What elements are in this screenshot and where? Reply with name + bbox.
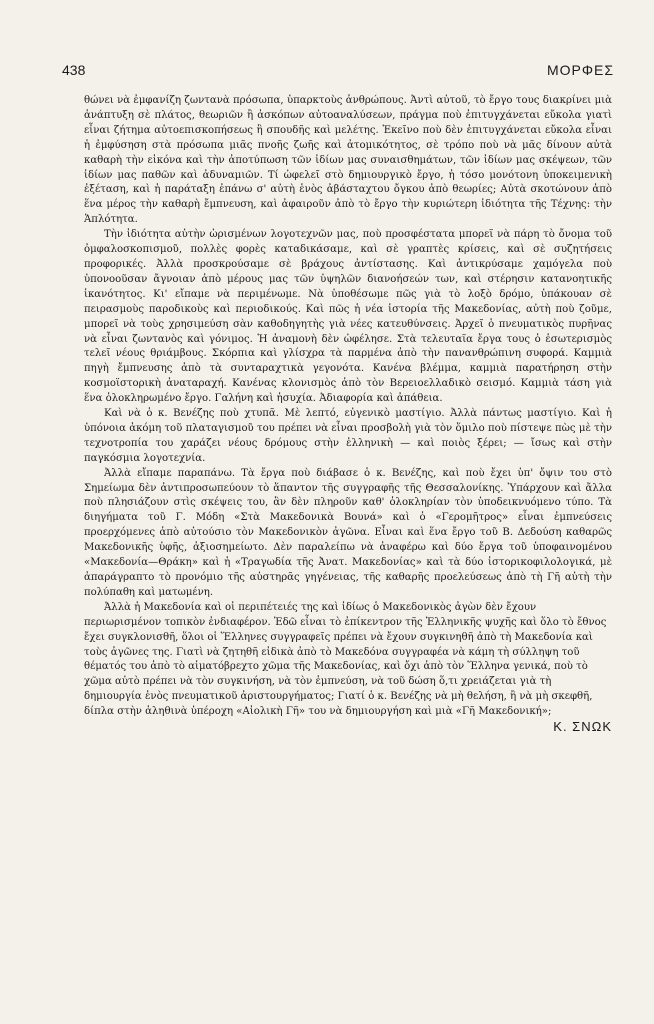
paragraph-final [84, 601, 612, 735]
page-header [62, 62, 614, 82]
journal-title: ΜΟΡΦΕΣ [546, 62, 614, 78]
page-number: 438 [62, 62, 86, 78]
article-body [84, 94, 612, 735]
paragraph-text: Ἀλλὰ ἡ Μακεδονία καὶ οἱ περιπέτειές της καὶ ἰδίως ὁ Μακεδονικὸς ἀγὼν δὲν ἔχουν περιωρισμένον τοπικὸν ἐνδιαφέρον. Ἐδῶ εἶναι τὸ ἐπίκεντρον τῆς Ἑλληνικῆς ψυχῆς καὶ ὅλο τὸ ἔθνος ἔχει συγκλονισθῆ, ὅλοι οἱ Ἕλληνες συγγραφεῖς πρέπει νὰ ἔχουν συγκινηθῆ ἀπὸ τὴ Μακεδονία καὶ τοὺς ἀγῶνες της. Γιατὶ νὰ ζητηθῆ εἰδικὰ ἀπὸ τὸ Μακεδόνα συγγραφέα νὰ κάμη τὴ σύλληψη τοῦ θέματός του ἀπὸ τὸ αἱματόβρεχτο χῶμα τῆς Μακεδονίας, καὶ ὄχι ἀπὸ τὸν Ἕλληνα γενικά, ποὺ τὸ χῶμα αὐτὸ πρέπει νὰ τὸν συγκινήση, νὰ τὸν ἐμπνεύση, νὰ τοῦ δώση ὅ,τι χρειάζεται γιὰ τὴ δημιουργία ἑνὸς πνευματικοῦ ἀριστουργήματος; Γιατί ὁ κ. Βενέζης νὰ μὴ θελήση, ἢ νὰ μὴ σκεφθῆ, δίπλα στὴν ἀληθινὰ ὑπέροχη «Αἰολικὴ Γῆ» του νὰ δημιουργήση καὶ μιὰ «Γῆ Μακεδονική»; [84, 601, 607, 718]
paragraph: θώνει νὰ ἐμφανίζη ζωντανὰ πρόσωπα, ὑπαρκτοὺς ἀνθρώπους. Ἀντὶ αὐτοῦ, τὸ ἔργο τους διακρίνει μιὰ ἀνάπτυξη σὲ πλάτος, θεωριῶν ἢ ἀσκόπων αὐτοαναλύσεων, πράγμα ποὺ ἐπιτυγχάνεται εὔκολα γιατὶ εἶναι ζήτημα αὐτοεπισκοπήσεως ἢ σπουδῆς καὶ μελέτης. Ἐκεῖνο ποὺ δὲν ἐπιτυγχάνεται εὔκολα εἶναι ἡ ἐμφύσηση στὰ πρόσωπα μιᾶς πνοῆς ζωῆς καὶ ἀτομικότητος, σὲ τρόπο ποὺ νὰ μᾶς δίνουν αὐτὰ καθαρὴ τὴν εἰκόνα καὶ τὴν ἀποτύπωση τῶν ἰδίων μας συναισθημάτων, τῶν ἰδίων μας σκέψεων, τῶν ἰδίων μας παθῶν καὶ ἀδυναμιῶν. Τί ὠφελεῖ στὸ δημιουργικὸ ἔργο, ἡ τόσο μονότονη ὑποκειμενικὴ ἐξέταση, καὶ ἡ παράταξη ἐπάνω σ' αὐτὴ ἑνὸς ἀβάσταχτου ὄγκου ἀπὸ θεωρίες; Αὐτὰ σκοτώνουν ἀπὸ ἕνα μέρος τὴν καθαρὴ ἔμπνευση, καὶ ἀφαιροῦν ἀπὸ τὸ ἔργο τὴν κυριώτερη ἰδιότητα τῆς Τέχνης: τὴν Ἁπλότητα. [84, 95, 612, 226]
paragraph: Ἀλλὰ εἴπαμε παραπάνω. Τὰ ἔργα ποὺ διάβασε ὁ κ. Βενέζης, καὶ ποὺ ἔχει ὑπ' ὄψιν του στὸ Σημείωμα δὲν ἀντιπροσωπεύουν τὸ ἅπαντον τῆς συγγραφῆς τῆς Θεσσαλονίκης. Ὑπάρχουν καὶ ἄλλα ποὺ πλησιάζουν στὶς σκέψεις του, ἂν δὲν πληροῦν καθ' ὁλοκληρίαν τὸν ὑποδεικνυόμενο τύπο. Τὰ διηγήματα τοῦ Γ. Μόδη «Στὰ Μακεδονικὰ Βουνά» καὶ ὁ «Γερομῆτρος» εἶναι ἐμπνεύσεις προερχόμενες ἀπὸ αὐτούσιο τὸν Μακεδονικὸν ἀγῶνα. Εἶναι καὶ ἕνα ἔργο τοῦ Β. Δεδούση καθαρῶς Μακεδονικῆς ὑφῆς, ἀξιοσημείωτο. Δὲν παραλείπω νὰ ἀναφέρω καὶ δύο ἔργα τοῦ ὑποφαινομένου «Μακεδονία—Θράκη» καὶ ἡ «Τραγωδία τῆς Ἀνατ. Μακεδονίας» καὶ τὰ δύο ἱστορικοφιλολογικά, μὲ ἀπαράγραπτο τὸ προνόμιο τῆς αὐστηρᾶς γηγένειας, τῆς καθαρῆς προελεύσεως ἀπὸ τὴ Γῆ αὐτὴ τὴν πολύπαθη καὶ ματωμένη. [84, 467, 612, 598]
paragraph: Τὴν ἰδιότητα αὐτὴν ὡρισμένων λογοτεχνῶν μας, ποὺ προσφέστατα μπορεῖ νὰ πάρη τὸ ὄνομα τοῦ ὀμφαλοσκοπισμοῦ, πολλὲς φορὲς καταδικάσαμε, καὶ σὲ γραπτὲς κρίσεις, καὶ σὲ συζητήσεις προφορικές. Ἀλλὰ προσκρούσαμε σὲ βράχους ἀντίστασης. Καὶ ἀντικρύσαμε χαμόγελα ποὺ ὑπονοοῦσαν ἄγνοιαν ἀπὸ μέρους μας τῶν ὑψηλῶν διανοήσεών των, καὶ στέρησιν κατανοητικῆς ἱκανότητος. Κι' εἴπαμε νὰ περιμένωμε. Νὰ ὑποθέσωμε πῶς γιὰ τὸ λοξὸ δρόμο, ὑπάκουαν σὲ πειρασμοὺς παροδικοὺς καὶ περιοδικούς. Καὶ πῶς ἡ νέα ἱστορία τῆς Μακεδονίας, αὐτὴ ποὺ ζοῦμε, μπορεῖ νὰ τοὺς χρησιμεύση σὰν καθοδηγητὴς γιὰ νέες κατευθύνσεις. Ἀρχεῖ ὁ πνευματικὸς πυρῆνας νὰ εἶναι ζωντανὸς καὶ γόνιμος. Ἡ ἀναμονὴ δὲν ὠφέλησε. Στὰ τελευταῖα ἔργα τους ὁ ἐσωτερισμὸς τελεῖ νέους θριάμβους. Σκόρπια καὶ γλίσχρα τὰ παρμένα ἀπὸ τὴν πανανθρώπινη συφορά. Καμμιὰ πηγὴ ἔμπνευσης ἀπὸ τὰ συνταραχτικὰ γεγονότα. Κανένα βλέμμα, καμμιὰ παρατήρηση στὴν κοσμοϊστορικὴ ἀναταραχή. Κανένας κλονισμὸς ἀπὸ τὸν Βερειοελλαδικὸ σεισμό. Καμμιὰ τάση γιὰ ἕνα ὁλοκληρωμένο ἔργο. Γαλήνη καὶ ἡσυχία. Ἀδιαφορία καὶ ἀπάθεια. [84, 229, 612, 405]
paragraph: Καὶ νὰ ὁ κ. Βενέζης ποὺ χτυπᾶ. Μὲ λεπτό, εὐγενικὸ μαστίγιο. Ἀλλὰ πάντως μαστίγιο. Καὶ ἡ ὑπόνοια ἀκόμη τοῦ πλαταγισμοῦ του πρέπει νὰ εἶναι προσβολὴ γιὰ τὸν ὅμιλο ποὺ πίστεψε πὼς μὲ τὴν τεχνοτροπία του χαράζει νέους δρόμους στὴν ἑλληνικὴ — καὶ ποιὸς ξέρει; — ἴσως καὶ στὴν παγκόσμια λογοτεχνία. [84, 408, 612, 464]
author-signature: Κ. ΣΝΩΚ [553, 719, 612, 735]
